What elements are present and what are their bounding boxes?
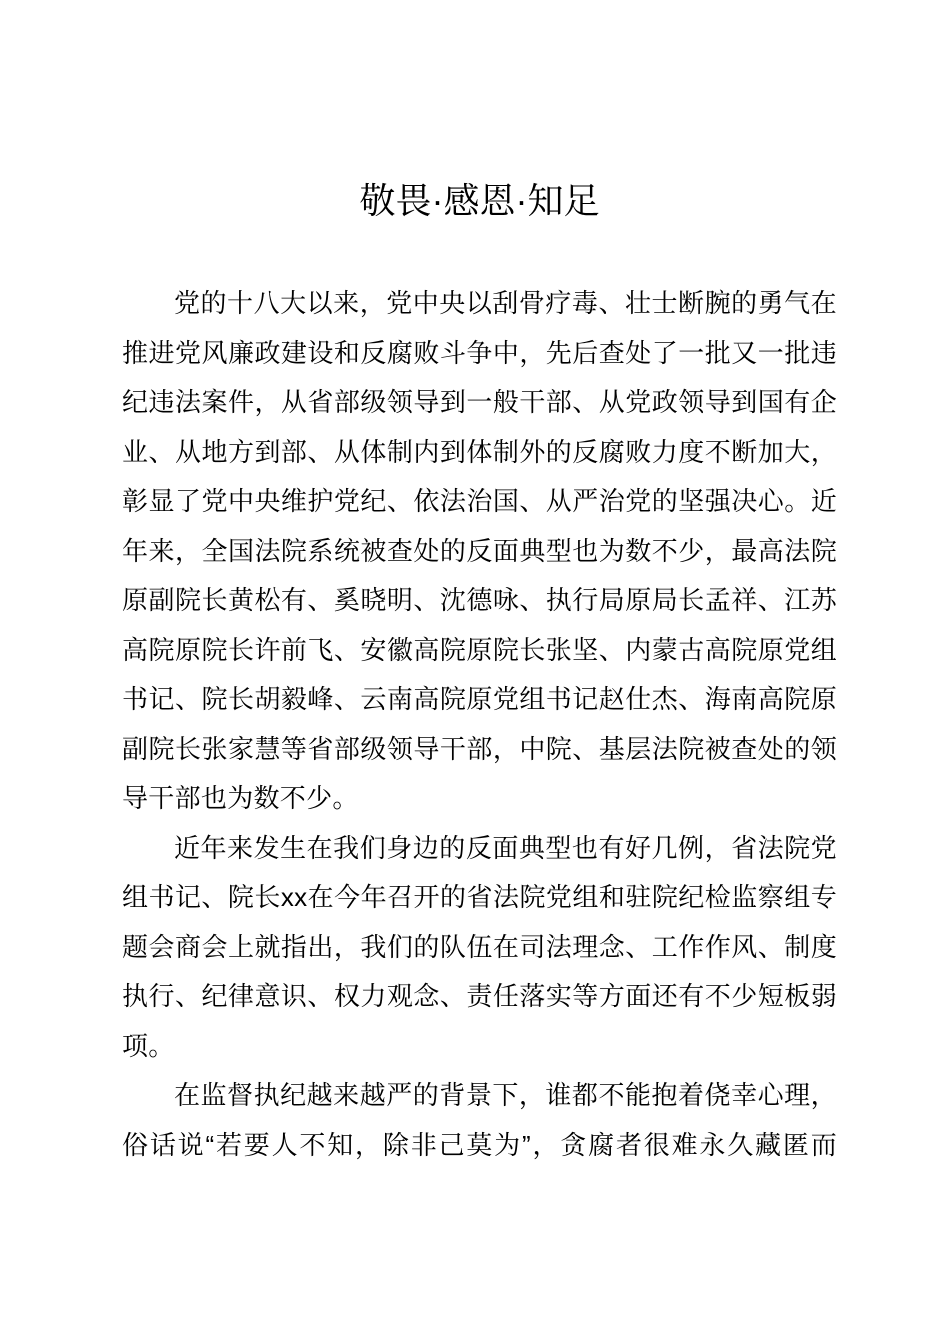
document-title: 敬畏·感恩·知足 [359,180,600,221]
paragraph-3: 在监督执纪越来越严的背景下，谁都不能抱着侥幸心理，俗话说“若要人不知，除非己莫为”，贪腐者很难永久藏匿而 [122,1080,837,1160]
paragraph-1: 党的十八大以来，党中央以刮骨疗毒、壮士断腕的勇气在推进党风廉政建设和反腐败斗争中，先后查处了一批又一批违纪违法案件，从省部级领导到一般干部、从党政领导到国有企业、从地方到部、从体制内到体制外的反腐败力度不断加大，彰显了党中央维护党纪、依法治国、从严治党的坚强决心。近年来，全国法院系统被查处的反面典型也为数不少，最高法院原副院长黄松有、奚晓明、沈德咏、执行局原局长孟祥、江苏高院原院长许前飞、安徽高院原院长张坚、内蒙古高院原党组书记、院长胡毅峰、云南高院原党组书记赵仕杰、海南高院原副院长张家慧等省部级领导干部，中院、基层法院被查处的领导干部也为数不少。 [122,288,837,813]
paragraph-2: 近年来发生在我们身边的反面典型也有好几例，省法院党组书记、院长xx在今年召开的省法院党组和驻院纪检监察组专题会商会上就指出，我们的队伍在司法理念、工作作风、制度执行、纪律意识、权力观念、责任落实等方面还有不少短板弱项。 [122,832,837,1061]
